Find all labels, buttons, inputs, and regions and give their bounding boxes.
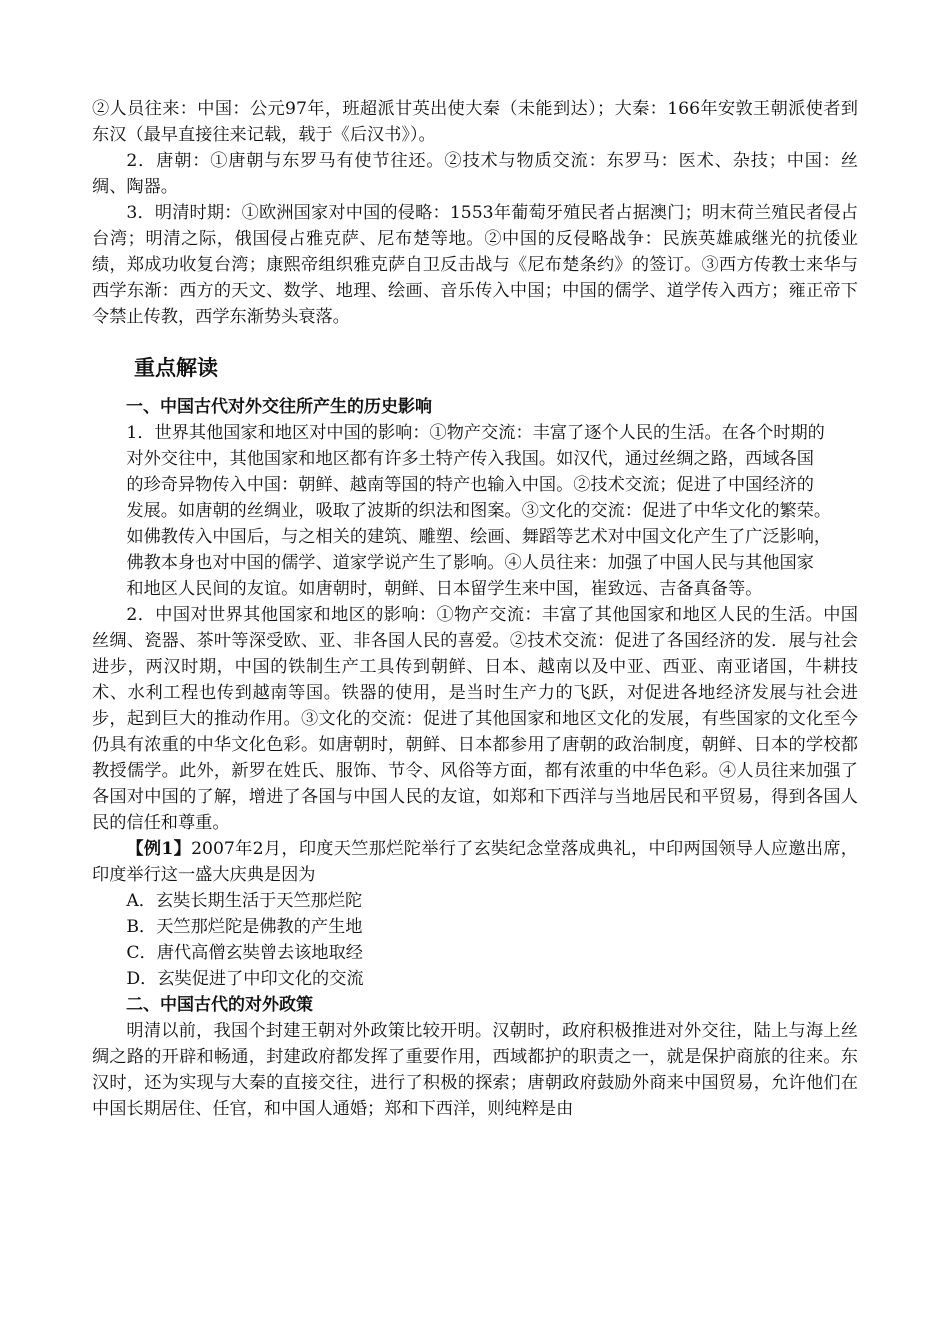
section-1-line: 的珍奇异物传入中国：朝鲜、越南等国的特产也输入中国。②技术交流；促进了中国经济的 — [126, 475, 814, 495]
section-1-line: 1．世界其他国家和地区对中国的影响：①物产交流：丰富了逐个人民的生活。在各个时期的 — [126, 423, 825, 443]
example-question — [92, 836, 858, 888]
section-2-title: 二、中国古代的对外政策 — [126, 995, 313, 1015]
section-1-paragraph-2: 2．中国对世界其他国家和地区的影响：①物产交流：丰富了其他国家和地区人民的生活。中国丝绸、瓷器、茶叶等深受欧、亚、非各国人民的喜爱。②技术交流：促进了各国经济的发．展与社会进步，两汉时期，中国的铁制生产工具传到朝鲜、日本、越南以及中亚、西亚、南亚诸国，牛耕技术、水利工程也传到越南等国。铁器的使用，是当时生产力的飞跃，对促进各地经济发展与社会进步，起到巨大的推动作用。③文化的交流：促进了其他国家和地区文化的发展，有些国家的文化至今仍具有浓重的中华文化色彩。如唐朝时，朝鲜、日本都参用了唐朝的政治制度，朝鲜、日本的学校都教授儒学。此外，新罗在姓氏、服饰、节令、风俗等方面，都有浓重的中华色彩。④人员往来加强了各国对中国的了解，增进了各国与中国人民的友谊，如郑和下西洋与当地居民和平贸易，得到各国人民的信任和尊重。 — [92, 605, 858, 833]
option-c: C．唐代高僧玄奘曾去该地取经 — [126, 943, 363, 963]
section-1-line: 对外交往中，其他国家和地区都有许多土特产传入我国。如汉代，通过丝绸之路，西域各国 — [126, 449, 814, 469]
section-1-line: 佛教本身也对中国的儒学、道家学说产生了影响。④人员往来：加强了中国人民与其他国家 — [126, 553, 814, 573]
example-label: 【例1】 — [126, 839, 192, 859]
section-2-paragraph-1: 明清以前，我国个封建王朝对外政策比较开明。汉朝时，政府积极推进对外交往，陆上与海上丝绸之路的开辟和畅通，封建政府都发挥了重要作用，西域都护的职责之一，就是保护商旅的往来。东汉时，还为实现与大秦的直接交往，进行了积极的探索；唐朝政府鼓励外商来中国贸易，允许他们在中国长期居住、任官，和中国人通婚；郑和下西洋，则纯粹是由 — [92, 1021, 858, 1119]
option-a: A．玄奘长期生活于天竺那烂陀 — [126, 891, 363, 911]
section-1-title: 一、中国古代对外交往所产生的历史影响 — [126, 397, 432, 417]
section-1-line: 发展。如唐朝的丝绸业，吸取了波斯的织法和图案。③文化的交流：促进了中华文化的繁荣。 — [126, 501, 832, 521]
key-points-heading: 重点解读 — [134, 356, 218, 380]
intro-paragraph-3: 3．明清时期：①欧洲国家对中国的侵略：1553年葡萄牙殖民者占据澳门；明末荷兰殖民者侵占台湾；明清之际，俄国侵占雅克萨、尼布楚等地。②中国的反侵略战争：民族英雄戚继光的抗倭业绩，郑成功收复台湾；康熙帝组织雅克萨自卫反击战与《尼布楚条约》的签订。③西方传教士来华与西学东渐：西方的天文、数学、地理、绘画、音乐传入中国；中国的儒学、道学传入西方；雍正帝下令禁止传教，西学东渐势头衰落。 — [92, 203, 858, 327]
intro-paragraph-2: 2．唐朝：①唐朝与东罗马有使节往还。②技术与物质交流：东罗马：医术、杂技；中国：丝绸、陶器。 — [92, 151, 858, 197]
example-stem: 2007年2月，印度天竺那烂陀举行了玄奘纪念堂落成典礼，中印两国领导人应邀出席，印度举行这一盛大庆典是因为 — [92, 839, 858, 885]
option-b: B．天竺那烂陀是佛教的产生地 — [126, 917, 363, 937]
document-page — [92, 96, 858, 1122]
section-1-line: 如佛教传入中国后，与之相关的建筑、雕塑、绘画、舞蹈等艺术对中国文化产生了广泛影响， — [126, 527, 832, 547]
intro-paragraph-1: ②人员往来：中国：公元97年，班超派甘英出使大秦（未能到达）；大秦：166年安敦王朝派使者到东汉（最早直接往来记载，载于《后汉书》）。 — [92, 99, 858, 145]
option-d: D．玄奘促进了中印文化的交流 — [126, 969, 364, 989]
section-1-line: 和地区人民间的友谊。如唐朝时，朝鲜、日本留学生来中国，崔致远、吉备真备等。 — [126, 579, 763, 599]
